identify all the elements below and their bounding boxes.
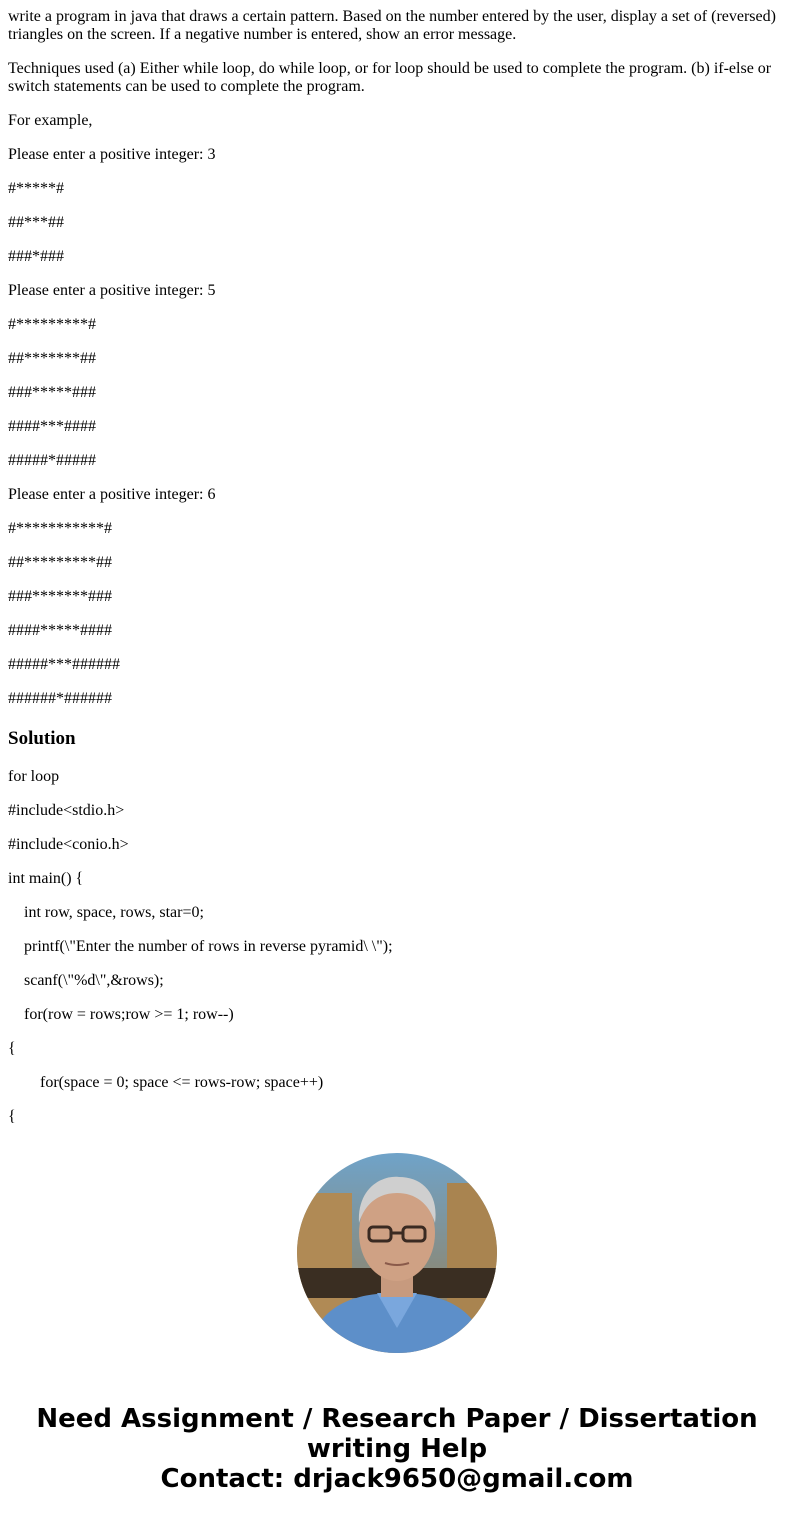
pattern-line: #*****#	[8, 180, 64, 197]
pattern-line: ####***####	[8, 418, 96, 435]
question-techniques: Techniques used (a) Either while loop, do while loop, or for loop should be used to complete the program. (b) if-else or switch statements can be used to complete the program.	[8, 60, 776, 95]
pattern-line: ##***##	[8, 214, 64, 231]
example-prompt: Please enter a positive integer: 3	[8, 146, 216, 163]
solution-line: int main() {	[8, 870, 84, 887]
pattern-line: ######*######	[8, 690, 112, 707]
solution-line: {	[8, 1040, 16, 1057]
solution-line: for loop	[8, 768, 60, 785]
pattern-line: #***********#	[8, 520, 112, 537]
pattern-line: ###*******###	[8, 588, 112, 605]
promo-contact: Contact: drjack9650@gmail.com	[160, 1464, 634, 1494]
promo-line: Need Assignment / Research Paper / Dissertation	[36, 1404, 758, 1434]
solution-line: for(row = rows;row >= 1; row--)	[8, 1006, 234, 1023]
question-intro: write a program in java that draws a certain pattern. Based on the number entered by the user, display a set of (reversed) triangles on the screen. If a negative number is entered, show an error message.	[8, 8, 780, 43]
example-label: For example,	[8, 112, 93, 129]
solution-line: printf(\"Enter the number of rows in reverse pyramid\ \");	[8, 938, 393, 955]
pattern-line: ##*******##	[8, 350, 96, 367]
pattern-line: ###*****###	[8, 384, 96, 401]
pattern-line: #####***######	[8, 656, 120, 673]
pattern-line: #*********#	[8, 316, 96, 333]
solution-line: #include<stdio.h>	[8, 802, 125, 819]
solution-line: for(space = 0; space <= rows-row; space++)	[8, 1074, 324, 1091]
promo-line: writing Help	[306, 1434, 488, 1464]
solution-heading: Solution	[8, 728, 76, 749]
example-prompt: Please enter a positive integer: 5	[8, 282, 216, 299]
person-photo-icon	[297, 1153, 497, 1353]
document-content	[8, 8, 786, 1142]
pattern-line: #####*#####	[8, 452, 96, 469]
example-prompt: Please enter a positive integer: 6	[8, 486, 216, 503]
solution-line: scanf(\"%d\",&rows);	[8, 972, 164, 989]
pattern-line: ###*###	[8, 248, 64, 265]
solution-line: #include<conio.h>	[8, 836, 129, 853]
pattern-line: ##*********##	[8, 554, 112, 571]
solution-line: {	[8, 1108, 16, 1125]
solution-line: int row, space, rows, star=0;	[8, 904, 204, 921]
pattern-line: ####*****####	[8, 622, 112, 639]
promo-banner	[0, 1404, 794, 1494]
